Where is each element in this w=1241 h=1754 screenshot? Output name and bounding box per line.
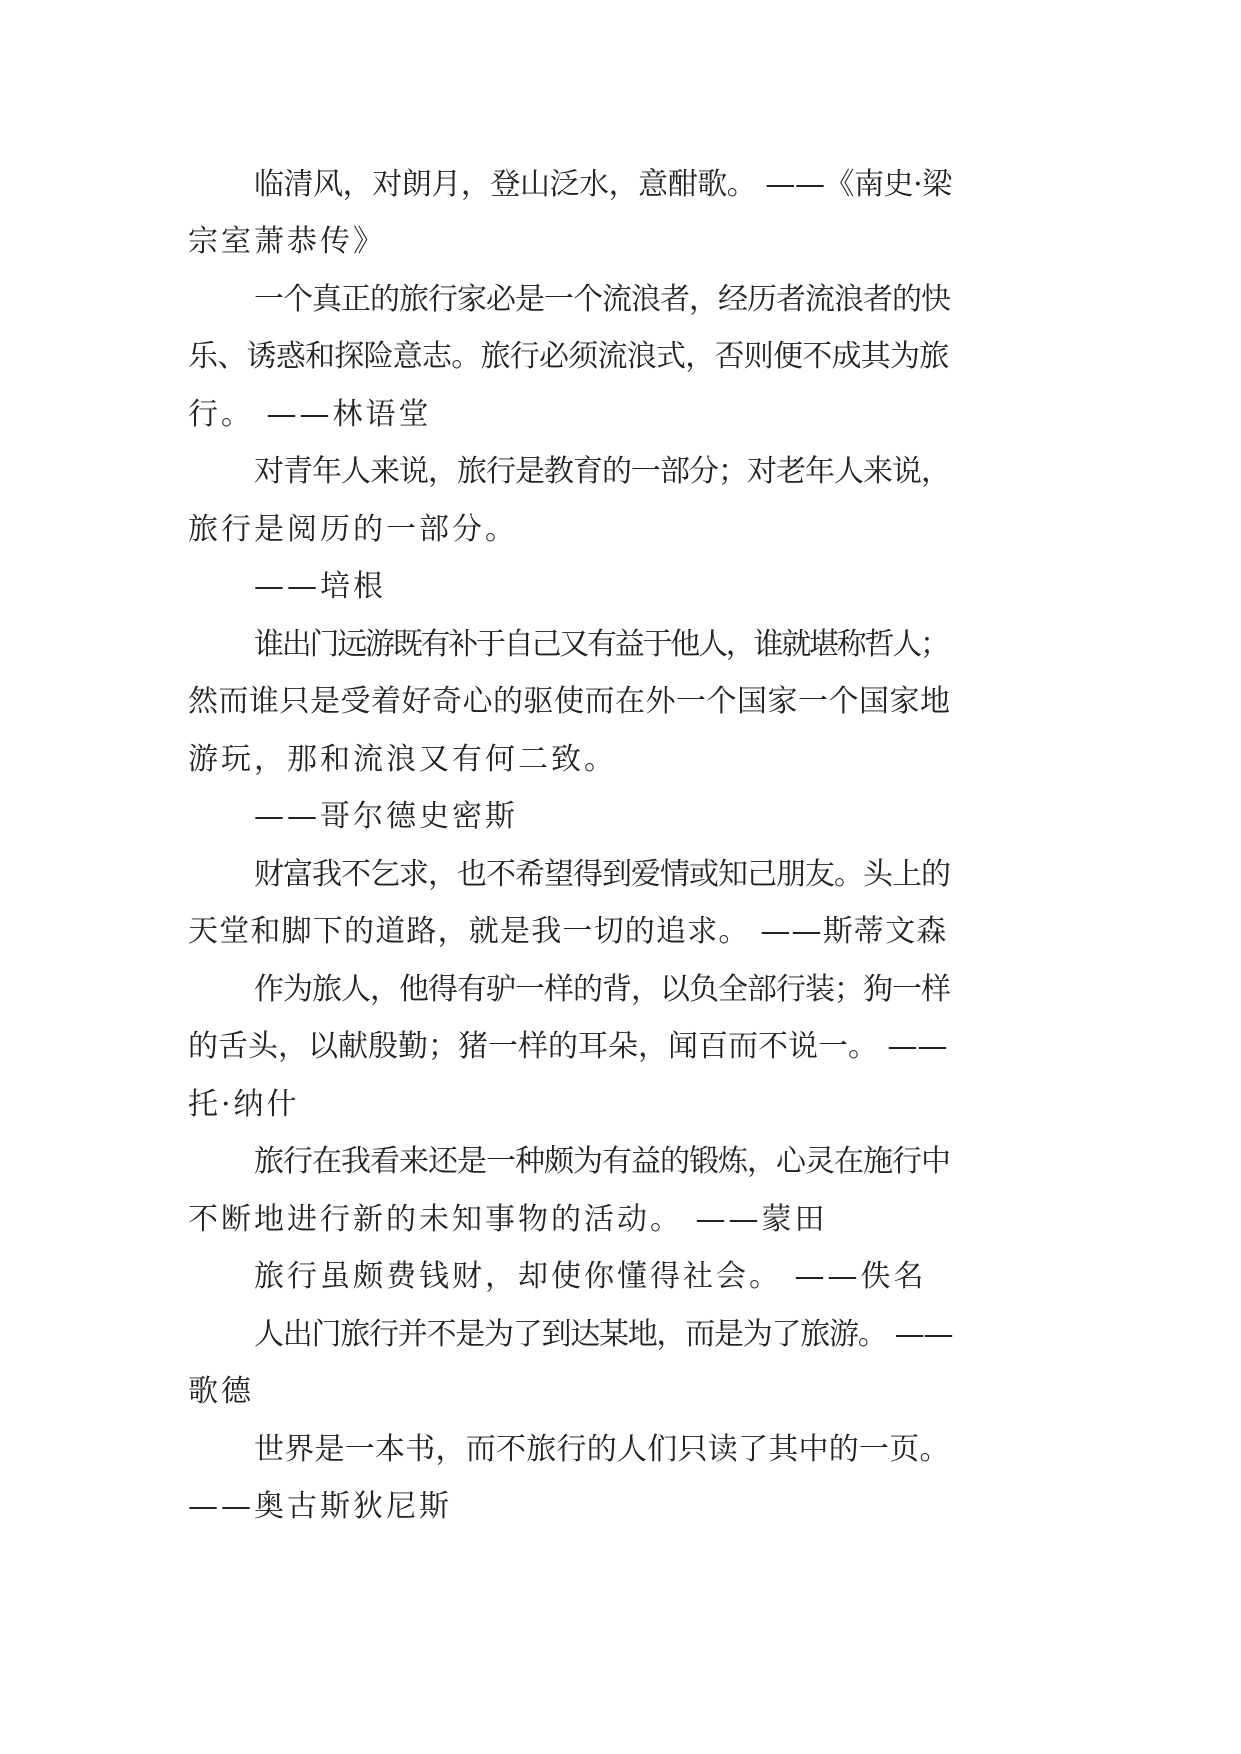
text-line: 游玩，那和流浪又有何二致。 — [188, 742, 617, 777]
text-line: 的舌头，以献殷勤；猪一样的耳朵，闻百而不说一。 —— — [188, 1029, 948, 1064]
text-line: 旅行虽颇费钱财，却使你懂得社会。 ——佚名 — [254, 1259, 927, 1294]
text-line: 行。 ——林语堂 — [188, 397, 432, 432]
text-line: 人出门旅行并不是为了到达某地，而是为了旅游。 —— — [254, 1317, 953, 1352]
text-line: 旅行在我看来还是一种颇为有益的锻炼，心灵在施行中 — [254, 1144, 950, 1179]
text-line: ——培根 — [254, 569, 386, 604]
text-line: 一个真正的旅行家必是一个流浪者，经历者流浪者的快 — [254, 282, 950, 317]
text-line: 天堂和脚下的道路，就是我一切的追求。 ——斯蒂文森 — [188, 914, 948, 949]
text-line: 旅行是阅历的一部分。 — [188, 512, 518, 547]
text-line: 然而谁只是受着好奇心的驱使而在外一个国家一个国家地 — [188, 684, 951, 719]
text-line: 托·纳什 — [188, 1087, 300, 1122]
text-line: 对青年人来说，旅行是教育的一部分；对老年人来说， — [254, 454, 950, 489]
text-line: 谁出门远游既有补于自己又有益于他人，谁就堪称哲人； — [254, 627, 948, 662]
text-line: 宗室萧恭传》 — [188, 224, 386, 259]
text-line: 歌德 — [188, 1374, 254, 1409]
text-line: 临清风，对朗月，登山泛水，意酣歌。 ——《南史·梁 — [254, 167, 952, 202]
text-line: 乐、诱惑和探险意志。旅行必须流浪式，否则便不成其为旅 — [188, 339, 949, 374]
text-line: 世界是一本书，而不旅行的人们只读了其中的一页。 — [254, 1432, 950, 1467]
text-line: 不断地进行新的未知事物的活动。 ——蒙田 — [188, 1202, 828, 1237]
text-line: 作为旅人，他得有驴一样的背，以负全部行装；狗一样 — [254, 972, 950, 1007]
text-line: ——哥尔德史密斯 — [254, 799, 518, 834]
text-line: 财富我不乞求，也不希望得到爱情或知己朋友。头上的 — [254, 857, 950, 892]
text-line: ——奥古斯狄尼斯 — [188, 1489, 452, 1524]
